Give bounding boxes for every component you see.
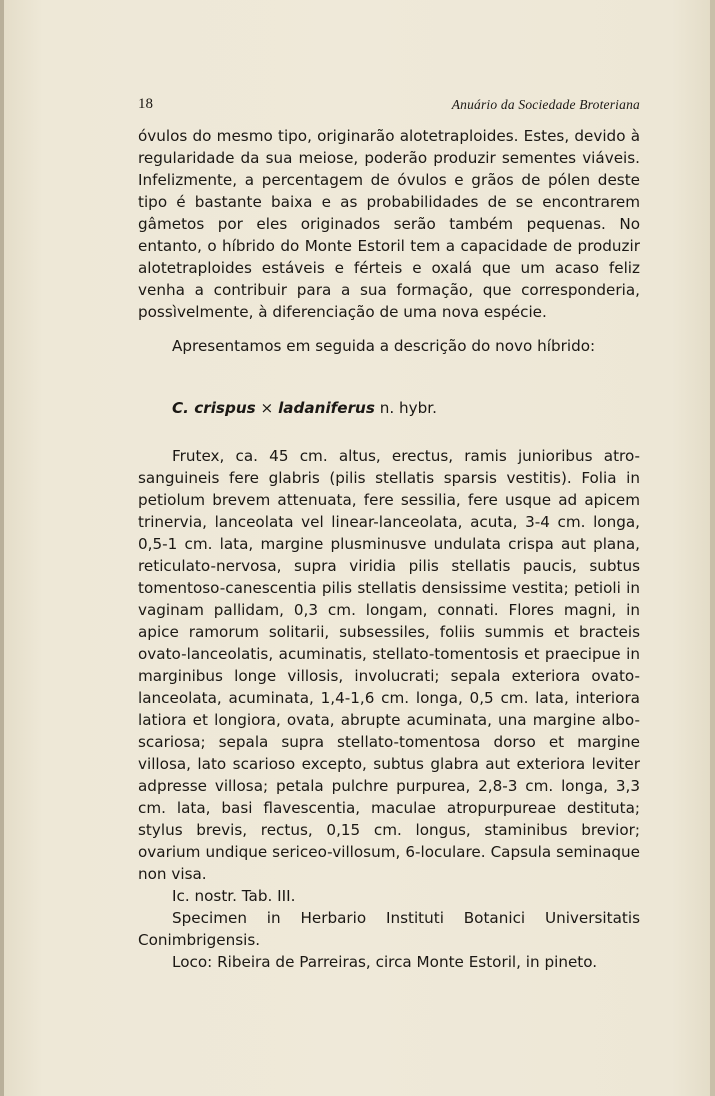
intro-paragraph: óvulos do mesmo tipo, originarão alotetraploides. Estes, devido à regularidade da sua meiose, poderão produzir sementes viáveis. Infelizmente, a percentagem de óvulos e grãos de pólen deste tipo é bastante baixa e as probabilidades de se encontrarem gâmetos por eles originados serão também pequenas. No entanto, o híbrido do Monte Estoril tem a capacidade de produzir alotetraploides estáveis e férteis e oxalá que um acaso feliz venha a contribuir para a sua formação, que corresponderia, possìvelmente, à diferenciação de uma nova espécie. bbox=[138, 127, 640, 321]
cross-symbol: × bbox=[260, 399, 274, 417]
page-header bbox=[138, 96, 640, 116]
taxon-rank: n. hybr. bbox=[379, 399, 437, 417]
page-left-edge bbox=[0, 0, 4, 1096]
specimen-reference: Specimen in Herbario Instituti Botanici Universitatis Conimbrigensis. bbox=[138, 909, 640, 949]
running-title: Anuário da Sociedade Broteriana bbox=[451, 97, 640, 112]
page-number: 18 bbox=[138, 96, 153, 112]
taxon-epithet: ladaniferus bbox=[278, 399, 375, 417]
locality-line: Loco: Ribeira de Parreiras, circa Monte Estoril, in pineto. bbox=[172, 953, 598, 971]
page-right-edge bbox=[710, 0, 715, 1096]
taxon-heading bbox=[138, 397, 640, 419]
body-text bbox=[138, 125, 640, 973]
presentation-line: Apresentamos em seguida a descrição do novo híbrido: bbox=[172, 337, 596, 355]
icon-reference: Ic. nostr. Tab. III. bbox=[172, 887, 296, 905]
taxon-genus-species: C. crispus bbox=[172, 399, 256, 417]
latin-description: Frutex, ca. 45 cm. altus, erectus, ramis junioribus atro-sanguineis fere glabris (pilis stellatis sparsis vestitis). Folia in petiolum brevem attenuata, fere sessilia, fere usque ad apicem trinervia, lanceolata vel linear-lanceolata, acuta, 3-4 cm. longa, 0,5-1 cm. lata, margine plusminusve undulata crispa aut plana, reticulato-nervosa, supra viridia pilis stellatis paucis, subtus tomentoso-canescentia pilis stellatis densissime vestita; petioli in vaginam pallidam, 0,3 cm. longam, connati. Flores magni, in apice ramorum solitarii, subsessiles, foliis summis et bracteis ovato-lanceolatis, acuminatis, stellato-tomentosis et praecipue in marginibus longe villosis, involucrati; sepala exteriora ovato-lanceolata, acuminata, 1,4-1,6 cm. longa, 0,5 cm. lata, interiora latiora et longiora, ovata, abrupte acuminata, una margine albo-scariosa; sepala supra stellato-tomentosa dorso et margine villosa, lato scarioso excepto, subtus glabra aut exteriora leviter adpresse villosa; petala pulchre purpurea, 2,8-3 cm. longa, 3,3 cm. lata, basi flavescentia, maculae atropurpureae destituta; stylus brevis, rectus, 0,15 cm. longus, staminibus brevior; ovarium undique sericeo-villosum, 6-loculare. Capsula seminaque non visa. bbox=[138, 447, 640, 883]
